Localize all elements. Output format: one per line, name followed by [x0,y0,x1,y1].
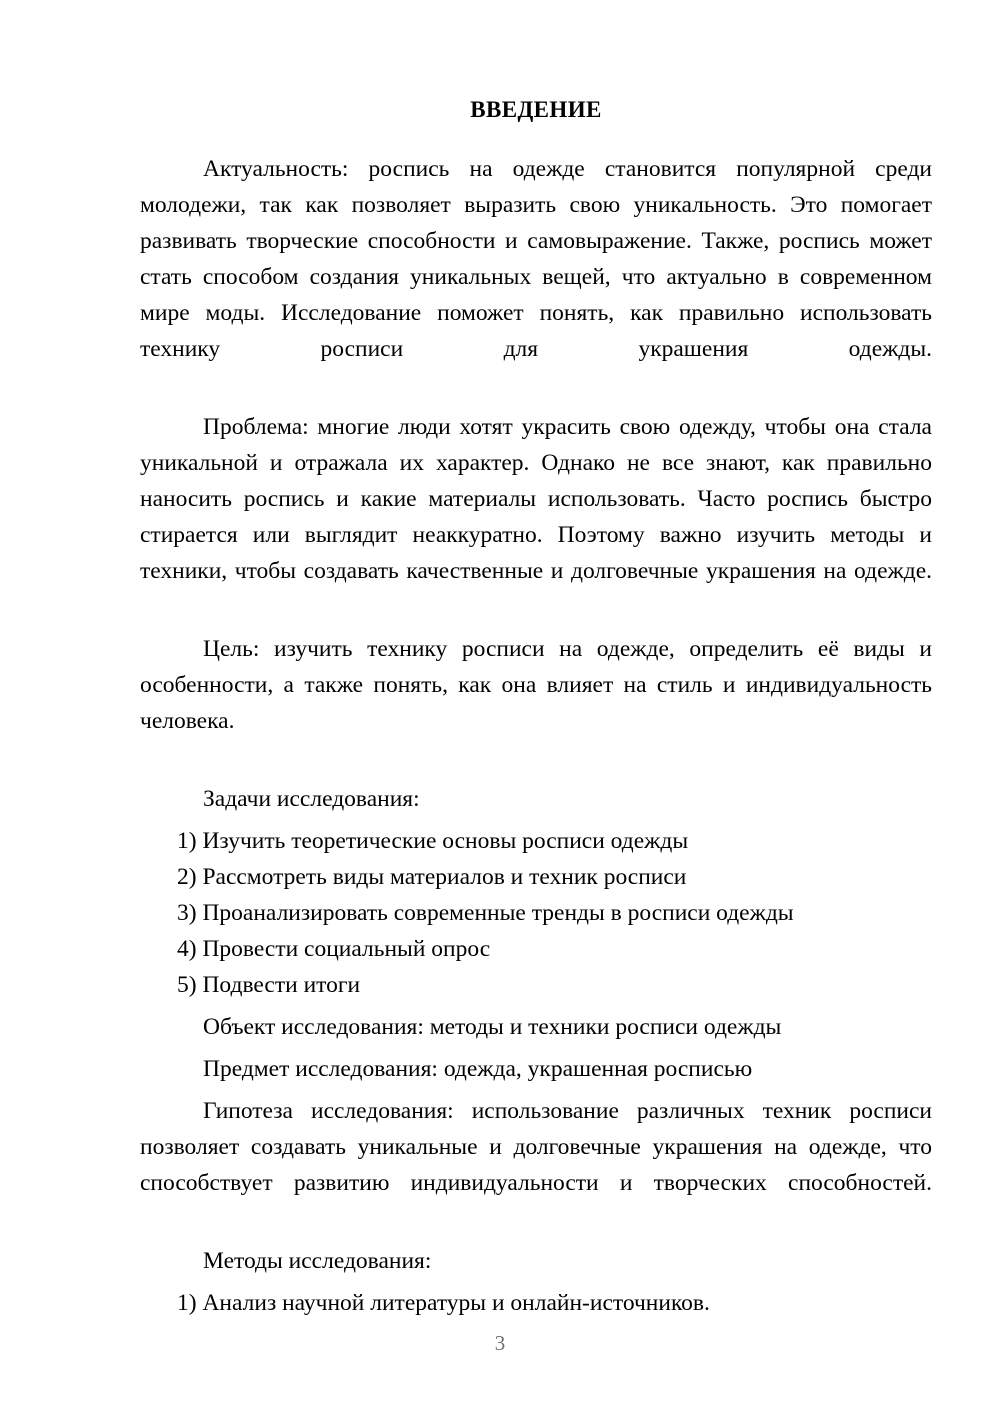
list-item: 1) Изучить теоретические основы росписи одежды [177,827,689,854]
methods-heading: Методы исследования: [203,1247,432,1274]
tasks-list [140,823,932,1003]
page-title: ВВЕДЕНИЕ [470,97,602,122]
paragraph-goal: Цель: изучить технику росписи на одежде, определить её виды и особенности, а также понять, как она влияет на стиль и индивидуальность человека. [140,635,932,734]
tasks-heading: Задачи исследования: [203,785,420,812]
list-item: 3) Проанализировать современные тренды в росписи одежды [177,899,794,926]
object-of-research-line: Объект исследования: методы и техники росписи одежды [203,1013,782,1040]
paragraph-problem: Проблема: многие люди хотят украсить свою одежду, чтобы она стала уникальной и отражала их характер. Однако не все знают, как правильно наносить роспись и какие материалы использовать. Часто роспись быстро стирается или выглядит неаккуратно. Поэтому важно изучить методы и техники, чтобы создавать качественные и долговечные украшения на одежде. [140,413,932,584]
page-content [140,96,932,1321]
subject-of-research-line: Предмет исследования: одежда, украшенная росписью [203,1055,753,1082]
list-item: 5) Подвести итоги [177,971,361,998]
list-item: 1) Анализ научной литературы и онлайн-источников. [177,1289,710,1316]
list-item: 2) Рассмотреть виды материалов и техник росписи [177,863,687,890]
methods-list [140,1285,932,1321]
page-number: 3 [494,1331,506,1355]
paragraph-relevance: Актуальность: роспись на одежде становится популярной среди молодежи, так как позволяет выразить свою уникальность. Это помогает развивать творческие способности и самовыражение. Также, роспись может стать способом создания уникальных вещей, что актуально в современном мире моды. Исследование поможет понять, как правильно использовать технику росписи для украшения одежды. [140,155,932,362]
list-item: 4) Провести социальный опрос [177,935,491,962]
paragraph-hypothesis: Гипотеза исследования: использование различных техник росписи позволяет создавать уникальные и долговечные украшения на одежде, что способствует развитию индивидуальности и творческих способностей. [140,1097,932,1196]
